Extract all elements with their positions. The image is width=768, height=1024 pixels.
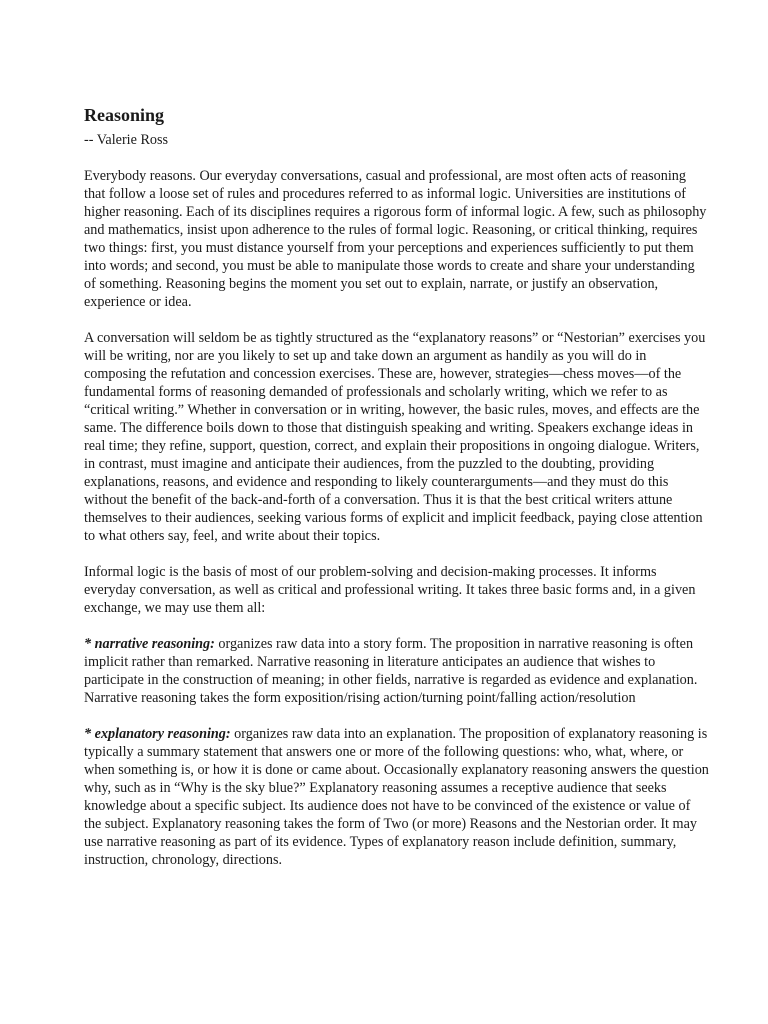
form-text-explanatory: organizes raw data into an explanation. The proposition of explanatory reasoning is typically a summary statement that answers one or more of the following questions: who, what, where, or when something is, or how it is done or came about. Occasionally explanatory reasoning answers the question why, such as in “Why is the sky blue?” Explanatory reasoning assumes a receptive audience that seeks knowledge about a specific subject. Its audience does not have to be convinced of the existence or value of the subject. Explanatory reasoning takes the form of Two (or more) Reasons and the Nestorian order. It may use narrative reasoning as part of its evidence. Types of explanatory reason include definition, summary, instruction, chronology, directions. bbox=[84, 726, 709, 868]
paragraph-informal-logic: Informal logic is the basis of most of our problem-solving and decision-making processes. It informs everyday conversation, as well as critical and professional writing. It takes three basic forms and, in a given exchange, we may use them all: bbox=[84, 564, 696, 616]
form-text-narrative: organizes raw data into a story form. The proposition in narrative reasoning is often implicit rather than remarked. Narrative reasoning in literature anticipates an audience that wishes to participate in the construction of meaning; in other fields, narrative is regarded as evidence and explanation. Narrative reasoning takes the form exposition/rising action/turning point/falling action/resolution bbox=[84, 636, 698, 706]
paragraph-intro: Everybody reasons. Our everyday conversations, casual and professional, are most often acts of reasoning that follow a loose set of rules and procedures referred to as informal logic. Universities are institutions of higher reasoning. Each of its disciplines requires a rigorous form of informal logic. A few, such as philosophy and mathematics, insist upon adherence to the rules of formal logic. Reasoning, or critical thinking, requires two things: first, you must distance yourself from your perceptions and experiences sufficiently to put them into words; and second, you must be able to manipulate those words to create and share your understanding of something. Reasoning begins the moment you set out to explain, narrate, or justify an observation, experience or idea. bbox=[84, 168, 707, 310]
paragraph-conversation: A conversation will seldom be as tightly structured as the “explanatory reasons” or “Nestorian” exercises you will be writing, nor are you likely to set up and take down an argument as handily as you will do in composing the refutation and concession exercises. These are, however, strategies—chess moves—of the fundamental forms of reasoning demanded of professionals and scholarly writing, which we refer to as “critical writing.” Whether in conversation or in writing, however, the basic rules, moves, and effects are the same. The difference boils down to those that distinguish speaking and writing. Speakers exchange ideas in real time; they refine, support, question, correct, and explain their propositions in ongoing dialogue. Writers, in contrast, must imagine and anticipate their audiences, from the puzzled to the doubting, providing explanations, reasons, and evidence and responding to likely counterarguments—and they must do this without the benefit of the back-and-forth of a conversation. Thus it is that the best critical writers attune themselves to their audiences, seeking various forms of explicit and implicit feedback, paying close attention to what others say, feel, and write about their topics. bbox=[84, 330, 706, 544]
form-explanatory-reasoning bbox=[84, 725, 710, 869]
document-page bbox=[84, 104, 710, 887]
form-term-narrative: * narrative reasoning: bbox=[84, 636, 215, 652]
form-narrative-reasoning bbox=[84, 635, 710, 707]
document-title: Reasoning bbox=[84, 105, 165, 125]
document-author: -- Valerie Ross bbox=[84, 132, 169, 148]
form-term-explanatory: * explanatory reasoning: bbox=[84, 726, 231, 742]
